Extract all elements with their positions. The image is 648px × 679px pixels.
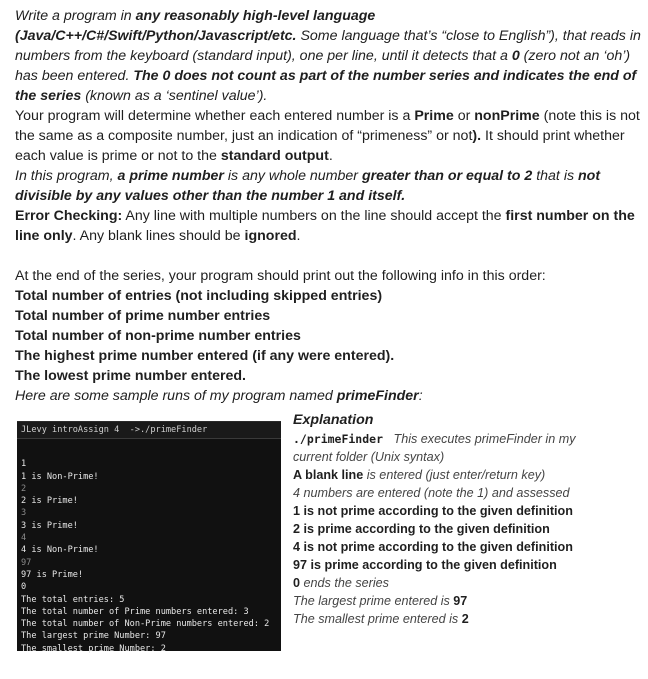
summary-item-highest: The highest prime number entered (if any were entered). [15, 348, 395, 364]
error-checking-paragraph [15, 206, 641, 246]
terminal-line [21, 446, 281, 458]
or-text: or [453, 108, 475, 124]
terminal-line: 2 is Prime! [21, 496, 78, 507]
summary-item [15, 326, 641, 346]
zero-value: 0 [511, 48, 520, 64]
terminal-line: 3 [21, 508, 27, 519]
explanation-panel [293, 410, 643, 628]
standard-output-term: standard output [220, 148, 329, 164]
terminal-line: 1 is Non-Prime! [21, 471, 99, 482]
row-text: 97 is prime according to [293, 558, 442, 572]
summary-intro: At the end of the series, your program should print out the following info in this order: [15, 268, 546, 284]
definition-text-3: that is [532, 168, 579, 184]
prime-term: Prime [414, 108, 454, 124]
explanation-row [293, 520, 643, 538]
explanation-row [293, 592, 643, 610]
definition-paragraph [15, 166, 641, 206]
error-text-2: . Any blank lines should be [72, 228, 245, 244]
terminal-line: The total number of Prime numbers entered: 3 [21, 606, 249, 617]
row-definition: the given definition [457, 540, 573, 554]
paren-close: ). [472, 128, 482, 144]
summary-item [15, 346, 641, 366]
assignment-document [15, 6, 641, 406]
spacer [15, 246, 641, 266]
intro-text-2: Some language that’s “close to English”), that reads in numbers from the keyboard (standard input), one per line, until it detects that a [15, 28, 641, 64]
row-text: 4 is not prime according to [293, 540, 458, 554]
explanation-row [293, 502, 643, 520]
row-text: 1 is not prime according to [293, 504, 458, 518]
row-definition: the given definition [457, 504, 573, 518]
determine-paragraph [15, 106, 641, 166]
definition-text-2: is any whole number [223, 168, 362, 184]
row-definition: the given definition [441, 558, 557, 572]
summary-item-nonprime: Total number of non-prime number entries [15, 328, 301, 344]
terminal-line: 4 [21, 533, 27, 544]
explanation-row: current folder (Unix syntax) [293, 450, 445, 464]
smallest-text: The smallest prime entered is [293, 612, 462, 626]
determine-text: Your program will determine whether each entered number is a [15, 108, 415, 124]
terminal-line: 97 is Prime! [21, 569, 84, 580]
sentinel-note: (known as a ‘sentinel value’). [81, 88, 268, 104]
sentinel-rule: The 0 does not count as part of the number series and indicates the end of the series [15, 68, 637, 104]
terminal-screenshot [17, 421, 281, 654]
terminal-line: The smallest prime Number: 2 [21, 643, 166, 654]
zero-term: 0 [293, 576, 301, 590]
terminal-title: JLevy introAssign 4 ->./primeFinder [17, 422, 281, 439]
command-code: ./primeFinder [293, 432, 384, 446]
terminal-line: 2 [21, 483, 27, 494]
explanation-row [293, 556, 643, 574]
prime-number-term: a prime number [117, 168, 224, 184]
error-text: Any line with multiple numbers on the line should accept the [122, 208, 506, 224]
period: . [328, 148, 333, 164]
terminal-output [17, 439, 281, 655]
greater-equal-2: greater than or equal to 2 [361, 168, 533, 184]
divisibility-rule: not divisible by any values other than the number 1 and itself. [15, 168, 601, 204]
summary-item [15, 286, 641, 306]
terminal-line: 4 is Non-Prime! [21, 545, 99, 556]
smallest-value: 2 [461, 612, 469, 626]
terminal-line: 0 [21, 582, 27, 593]
explanation-row [293, 466, 643, 484]
language-requirement: any reasonably high-level language (Java/C++/C#/Swift/Python/Javascript/etc. [15, 8, 376, 44]
period-2: . [296, 228, 301, 244]
blank-line-text: is entered (just enter/return key) [363, 468, 546, 482]
summary-item-total: Total number of entries (not including skipped entries) [15, 288, 383, 304]
row-text: 2 is prime according to [293, 522, 435, 536]
intro-paragraph [15, 6, 641, 106]
terminal-line: 97 [21, 557, 32, 568]
row-definition: the given definition [434, 522, 550, 536]
summary-item [15, 306, 641, 326]
largest-text: The largest prime entered is [293, 594, 454, 608]
terminal-line: 1 [21, 459, 27, 470]
explanation-row [293, 574, 643, 592]
largest-value: 97 [453, 594, 468, 608]
command-text: This executes primeFinder in my [393, 432, 576, 446]
primeness-note: (note this is not the same as a composite number, just an indication of “primeness” or not [15, 108, 640, 144]
ends-series-text: ends the series [300, 576, 389, 590]
summary-item-lowest: The lowest prime number entered. [15, 368, 246, 384]
nonprime-term: nonPrime [474, 108, 540, 124]
error-checking-label: Error Checking: [15, 208, 123, 224]
intro-text: Write a program in [15, 8, 136, 24]
first-number-rule: first number on the line only [15, 208, 635, 244]
explanation-row: 4 numbers are entered (note the 1) and assessed [293, 486, 570, 500]
program-name: primeFinder [336, 388, 419, 404]
terminal-line: The total entries: 5 [21, 594, 125, 605]
explanation-header: Explanation [293, 412, 374, 428]
colon: : [418, 388, 423, 404]
summary-item [15, 366, 641, 386]
definition-text: In this program, [15, 168, 118, 184]
explanation-row [293, 610, 643, 628]
terminal-line: The total number of Non-Prime numbers entered: 2 [21, 619, 270, 630]
blank-line-term: A blank line [293, 468, 364, 482]
sample-runs-intro [15, 386, 641, 406]
explanation-row [293, 538, 643, 556]
print-text: It should print whether each value is prime or not to the [15, 128, 625, 164]
intro-text-3: (zero not an ‘oh’) has been entered. [15, 48, 631, 84]
sample-text: Here are some sample runs of my program named [15, 388, 337, 404]
ignored-term: ignored [244, 228, 297, 244]
terminal-line: The largest prime Number: 97 [21, 631, 166, 642]
summary-item-prime: Total number of prime number entries [15, 308, 271, 324]
explanation-row [293, 430, 643, 448]
terminal-line: 3 is Prime! [21, 520, 78, 531]
